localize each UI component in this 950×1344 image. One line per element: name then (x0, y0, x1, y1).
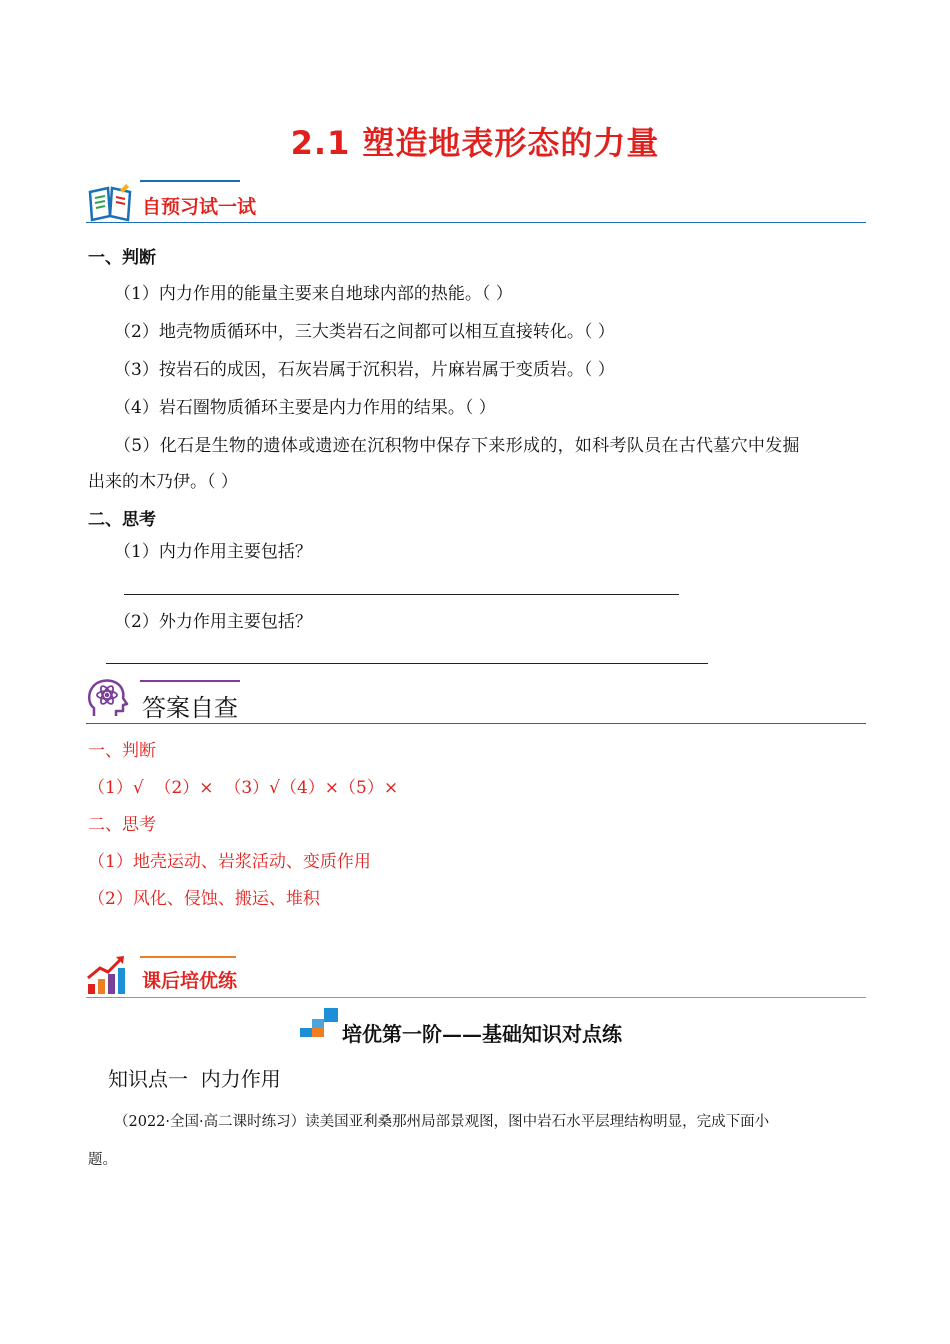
page-title: 2.1 塑造地表形态的力量 (290, 124, 660, 162)
preview-judge-item: （3）按岩石的成因，石灰岩属于沉积岩，片麻岩属于变质岩。（ ） (114, 360, 615, 380)
preview-header-underline (86, 222, 866, 223)
answers-think-item: （2）风化、侵蚀、搬运、堆积 (88, 889, 320, 909)
practice-header-topline (140, 956, 236, 958)
practice-section-header (86, 952, 866, 1002)
answers-header-underline (86, 723, 866, 724)
head-atom-icon (86, 676, 130, 726)
preview-heading: 自预习试一试 (142, 196, 257, 218)
question-text: （2022·全国·高二课时练习）读美国亚利桑那州局部景观图，图中岩石水平层理结构明显，完成下面小 (114, 1114, 770, 1130)
steps-icon (298, 1006, 340, 1042)
practice-heading: 课后培优练 (142, 970, 238, 992)
preview-think-item: （1）内力作用主要包括？ (114, 542, 312, 562)
preview-judge-item: （5）化石是生物的遗体或遗迹在沉积物中保存下来形成的，如科考队员在古代墓穴中发掘 (114, 436, 800, 456)
knowledge-point-title: 知识点一 内力作用 (108, 1067, 281, 1091)
preview-think-item: （2）外力作用主要包括？ (114, 612, 312, 632)
answers-heading: 答案自查 (142, 694, 238, 722)
question-text: 题。 (88, 1152, 117, 1168)
answers-judge-line: （1）√ （2）× （3）√（4）×（5）× (88, 778, 399, 798)
answers-section-header (86, 676, 866, 728)
preview-judge-item: （4）岩石圈物质循环主要是内力作用的结果。（ ） (114, 398, 496, 418)
preview-judge-item: （1）内力作用的能量主要来自地球内部的热能。（ ） (114, 284, 513, 304)
answers-header-topline (140, 680, 240, 682)
answers-judge-heading: 一、判断 (88, 741, 156, 761)
answer-blank-line[interactable] (124, 594, 679, 595)
preview-header-topline (140, 180, 240, 182)
answers-think-heading: 二、思考 (88, 815, 156, 835)
open-book-icon (86, 182, 134, 226)
answers-think-item: （1）地壳运动、岩浆活动、变质作用 (88, 852, 371, 872)
preview-section-header (86, 176, 866, 228)
preview-judge-heading: 一、判断 (88, 248, 156, 268)
practice-header-underline (86, 997, 866, 998)
preview-judge-item: （2）地壳物质循环中，三大类岩石之间都可以相互直接转化。（ ） (114, 322, 615, 342)
answer-blank-line[interactable] (106, 663, 708, 664)
preview-think-heading: 二、思考 (88, 510, 156, 530)
growth-chart-icon (86, 954, 130, 1000)
stage-title: 培优第一阶——基础知识对点练 (342, 1022, 622, 1046)
preview-judge-item: 出来的木乃伊。（ ） (88, 472, 238, 492)
